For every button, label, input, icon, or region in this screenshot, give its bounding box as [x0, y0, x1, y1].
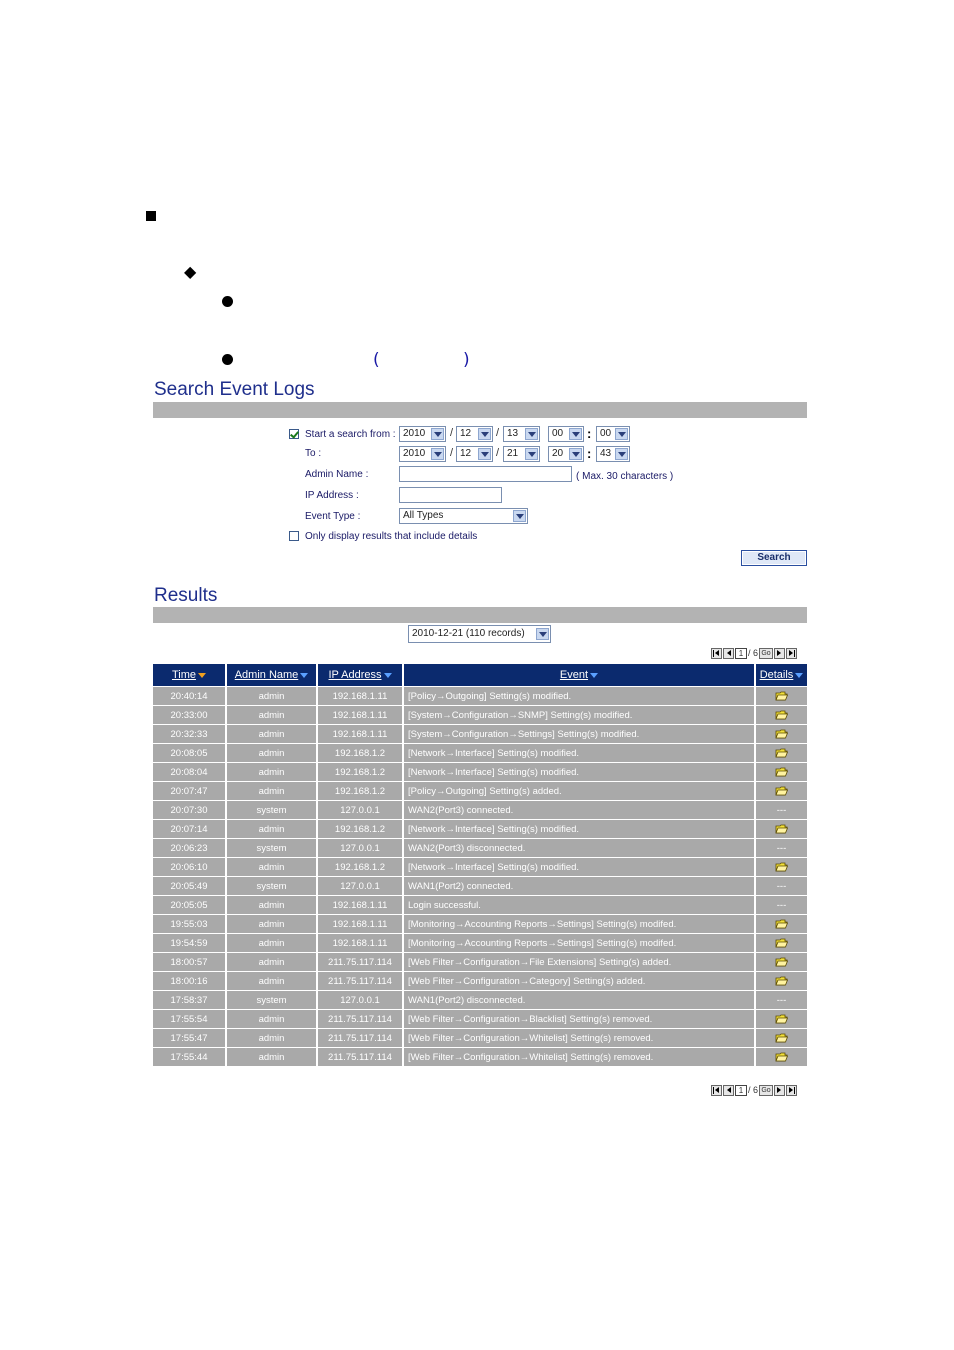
cell-time: 20:05:49 [153, 877, 226, 896]
cell-admin-name: admin [226, 1048, 317, 1067]
cell-ip-address: 211.75.117.114 [317, 953, 403, 972]
cell-time: 19:54:59 [153, 934, 226, 953]
admin-name-input[interactable] [399, 466, 572, 482]
cell-time: 20:05:05 [153, 896, 226, 915]
prev-page-icon[interactable] [723, 648, 734, 659]
table-row [153, 877, 807, 896]
cell-admin-name: admin [226, 782, 317, 801]
cell-event: [Network→Interface] Setting(s) modified. [403, 744, 755, 763]
first-page-icon[interactable] [711, 1085, 722, 1096]
cell-details: --- [755, 896, 807, 915]
circle-bullet-icon [222, 354, 233, 365]
table-row [153, 1029, 807, 1048]
table-row [153, 972, 807, 991]
details-only-label: Only display results that include details [305, 531, 478, 542]
cell-event: Login successful. [403, 896, 755, 915]
open-folder-icon[interactable] [775, 861, 788, 872]
start-year-select[interactable]: 2010 [399, 426, 446, 442]
table-row [153, 801, 807, 820]
table-row [153, 915, 807, 934]
open-folder-icon[interactable] [775, 690, 788, 701]
first-page-icon[interactable] [711, 648, 722, 659]
cell-ip-address: 192.168.1.2 [317, 782, 403, 801]
go-button[interactable]: Go [759, 648, 773, 659]
cell-admin-name: system [226, 877, 317, 896]
last-page-icon[interactable] [786, 648, 797, 659]
admin-name-hint: ( Max. 30 characters ) [576, 471, 674, 482]
cell-admin-name: admin [226, 820, 317, 839]
diamond-bullet-icon: ◆ [184, 262, 197, 281]
sort-icon [590, 673, 598, 678]
open-folder-icon[interactable] [775, 785, 788, 796]
table-row [153, 839, 807, 858]
chevron-down-icon [525, 448, 538, 460]
cell-admin-name: admin [226, 763, 317, 782]
cell-ip-address: 127.0.0.1 [317, 877, 403, 896]
cell-admin-name: admin [226, 1029, 317, 1048]
cell-time: 20:06:23 [153, 839, 226, 858]
results-table [153, 664, 807, 1066]
cell-time: 20:07:14 [153, 820, 226, 839]
cell-admin-name: admin [226, 953, 317, 972]
results-section-title: Results [154, 585, 218, 606]
open-folder-icon[interactable] [775, 747, 788, 758]
circle-bullet-icon [222, 296, 233, 307]
page-number-input[interactable]: 1 [735, 648, 747, 659]
cell-event: [Web Filter→Configuration→Whitelist] Setting(s) removed. [403, 1029, 755, 1048]
cell-time: 20:08:05 [153, 744, 226, 763]
cell-event: WAN1(Port2) connected. [403, 877, 755, 896]
cell-event: [Monitoring→Accounting Reports→Settings] Setting(s) modifed. [403, 915, 755, 934]
cell-time: 17:55:44 [153, 1048, 226, 1067]
table-row [153, 1048, 807, 1067]
date-records-select[interactable]: 2010-12-21 (110 records) [408, 625, 551, 643]
sort-desc-icon [198, 673, 206, 678]
cell-event: [Web Filter→Configuration→Category] Setting(s) added. [403, 972, 755, 991]
search-button[interactable]: Search [741, 550, 807, 566]
table-row [153, 991, 807, 1010]
table-row [153, 687, 807, 706]
cell-details[interactable] [755, 972, 807, 991]
search-section-title: Search Event Logs [154, 379, 315, 400]
to-year-select[interactable]: 2010 [399, 446, 446, 462]
go-button[interactable]: Go [759, 1085, 773, 1096]
chevron-down-icon [569, 428, 582, 440]
cell-admin-name: system [226, 839, 317, 858]
col-ip-address[interactable]: IP Address [317, 664, 403, 687]
open-folder-icon[interactable] [775, 823, 788, 834]
col-event[interactable]: Event [403, 664, 755, 687]
cell-details[interactable] [755, 858, 807, 877]
cell-event: [Network→Interface] Setting(s) modified. [403, 763, 755, 782]
paren-open: ( [373, 350, 380, 370]
cell-time: 20:07:47 [153, 782, 226, 801]
sort-icon [300, 673, 308, 678]
cell-details[interactable] [755, 1029, 807, 1048]
prev-page-icon[interactable] [723, 1085, 734, 1096]
cell-details[interactable] [755, 744, 807, 763]
table-row [153, 820, 807, 839]
page-total: / 6 [748, 648, 759, 658]
to-day-select[interactable]: 21 [503, 446, 540, 462]
cell-event: [Monitoring→Accounting Reports→Settings] Setting(s) modifed. [403, 934, 755, 953]
cell-ip-address: 211.75.117.114 [317, 1010, 403, 1029]
cell-admin-name: admin [226, 915, 317, 934]
open-folder-icon[interactable] [775, 1032, 788, 1043]
cell-details[interactable] [755, 763, 807, 782]
cell-admin-name: admin [226, 972, 317, 991]
page-total: / 6 [748, 1085, 759, 1095]
start-search-checkbox[interactable] [289, 429, 299, 439]
event-type-label: Event Type : [305, 511, 361, 522]
cell-ip-address: 192.168.1.11 [317, 915, 403, 934]
cell-admin-name: admin [226, 744, 317, 763]
cell-details[interactable] [755, 1048, 807, 1067]
cell-details: --- [755, 801, 807, 820]
cell-event: [Policy→Outgoing] Setting(s) added. [403, 782, 755, 801]
time-separator: : [587, 426, 592, 441]
cell-ip-address: 211.75.117.114 [317, 1048, 403, 1067]
admin-name-label: Admin Name : [305, 469, 369, 480]
square-bullet-icon [146, 211, 156, 221]
open-folder-icon[interactable] [775, 918, 788, 929]
cell-time: 20:06:10 [153, 858, 226, 877]
cell-details[interactable] [755, 915, 807, 934]
cell-admin-name: admin [226, 934, 317, 953]
date-separator: / [450, 447, 454, 459]
ip-address-label: IP Address : [305, 490, 359, 501]
start-hour-select[interactable]: 00 [548, 426, 584, 442]
to-minute-select[interactable]: 43 [596, 446, 630, 462]
table-row [153, 725, 807, 744]
cell-event: [System→Configuration→SNMP] Setting(s) modified. [403, 706, 755, 725]
date-separator: / [450, 427, 454, 439]
chevron-down-icon [431, 428, 444, 440]
cell-time: 19:55:03 [153, 915, 226, 934]
chevron-down-icon [525, 428, 538, 440]
cell-time: 20:33:00 [153, 706, 226, 725]
cell-time: 20:40:14 [153, 687, 226, 706]
pager-bottom [711, 1084, 797, 1096]
cell-ip-address: 192.168.1.2 [317, 820, 403, 839]
chevron-down-icon [615, 448, 628, 460]
cell-details: --- [755, 877, 807, 896]
table-row [153, 744, 807, 763]
start-minute-select[interactable]: 00 [596, 426, 630, 442]
cell-event: [System→Configuration→Settings] Setting(s) modified. [403, 725, 755, 744]
cell-details: --- [755, 991, 807, 1010]
table-row [153, 858, 807, 877]
cell-event: [Web Filter→Configuration→File Extensions] Setting(s) added. [403, 953, 755, 972]
open-folder-icon[interactable] [775, 937, 788, 948]
cell-admin-name: admin [226, 706, 317, 725]
chevron-down-icon [478, 448, 491, 460]
cell-admin-name: admin [226, 687, 317, 706]
start-month-select[interactable]: 12 [456, 426, 493, 442]
start-day-select[interactable]: 13 [503, 426, 540, 442]
cell-time: 20:08:04 [153, 763, 226, 782]
cell-ip-address: 192.168.1.2 [317, 763, 403, 782]
cell-event: WAN1(Port2) disconnected. [403, 991, 755, 1010]
search-header-bar [153, 402, 807, 418]
col-admin-name[interactable]: Admin Name [226, 664, 317, 687]
cell-details[interactable] [755, 953, 807, 972]
cell-ip-address: 192.168.1.2 [317, 744, 403, 763]
table-row [153, 782, 807, 801]
cell-ip-address: 127.0.0.1 [317, 991, 403, 1010]
date-separator: / [496, 447, 500, 459]
cell-admin-name: system [226, 801, 317, 820]
open-folder-icon[interactable] [775, 956, 788, 967]
open-folder-icon[interactable] [775, 1013, 788, 1024]
table-row [153, 763, 807, 782]
table-row [153, 953, 807, 972]
cell-admin-name: admin [226, 858, 317, 877]
table-header-row [153, 664, 807, 687]
time-separator: : [587, 446, 592, 461]
cell-ip-address: 127.0.0.1 [317, 839, 403, 858]
sort-icon [795, 673, 803, 678]
cell-event: WAN2(Port3) connected. [403, 801, 755, 820]
cell-ip-address: 127.0.0.1 [317, 801, 403, 820]
col-details[interactable]: Details [755, 664, 807, 687]
open-folder-icon[interactable] [775, 709, 788, 720]
ip-address-input[interactable] [399, 487, 502, 503]
cell-details[interactable] [755, 1010, 807, 1029]
cell-details[interactable] [755, 687, 807, 706]
cell-ip-address: 192.168.1.11 [317, 687, 403, 706]
cell-ip-address: 192.168.1.2 [317, 858, 403, 877]
open-folder-icon[interactable] [775, 1051, 788, 1062]
cell-event: [Web Filter→Configuration→Whitelist] Setting(s) removed. [403, 1048, 755, 1067]
open-folder-icon[interactable] [775, 975, 788, 986]
cell-event: [Policy→Outgoing] Setting(s) modified. [403, 687, 755, 706]
chevron-down-icon [513, 510, 526, 522]
cell-time: 18:00:57 [153, 953, 226, 972]
cell-event: [Network→Interface] Setting(s) modified. [403, 858, 755, 877]
table-row [153, 1010, 807, 1029]
to-label: To : [305, 448, 322, 459]
open-folder-icon[interactable] [775, 728, 788, 739]
cell-admin-name: admin [226, 725, 317, 744]
cell-ip-address: 211.75.117.114 [317, 972, 403, 991]
open-folder-icon[interactable] [775, 766, 788, 777]
chevron-down-icon [478, 428, 491, 440]
chevron-down-icon [536, 628, 549, 640]
chevron-down-icon [569, 448, 582, 460]
cell-details: --- [755, 839, 807, 858]
cell-ip-address: 192.168.1.11 [317, 725, 403, 744]
cell-time: 18:00:16 [153, 972, 226, 991]
col-time[interactable]: Time [153, 664, 226, 687]
table-row [153, 706, 807, 725]
start-label: Start a search from : [305, 429, 396, 440]
cell-time: 20:32:33 [153, 725, 226, 744]
cell-admin-name: admin [226, 896, 317, 915]
date-separator: / [496, 427, 500, 439]
last-page-icon[interactable] [786, 1085, 797, 1096]
cell-time: 20:07:30 [153, 801, 226, 820]
chevron-down-icon [431, 448, 444, 460]
pager-top [711, 647, 797, 659]
cell-event: [Network→Interface] Setting(s) modified. [403, 820, 755, 839]
results-header-bar [153, 607, 807, 623]
next-page-icon[interactable] [774, 648, 785, 659]
cell-ip-address: 211.75.117.114 [317, 1029, 403, 1048]
cell-ip-address: 192.168.1.11 [317, 896, 403, 915]
to-hour-select[interactable]: 20 [548, 446, 584, 462]
cell-time: 17:55:47 [153, 1029, 226, 1048]
cell-event: [Web Filter→Configuration→Blacklist] Setting(s) removed. [403, 1010, 755, 1029]
sort-icon [384, 673, 392, 678]
next-page-icon[interactable] [774, 1085, 785, 1096]
cell-details[interactable] [755, 934, 807, 953]
cell-admin-name: admin [226, 1010, 317, 1029]
cell-time: 17:58:37 [153, 991, 226, 1010]
cell-details[interactable] [755, 725, 807, 744]
details-only-checkbox[interactable] [289, 531, 299, 541]
cell-details[interactable] [755, 782, 807, 801]
cell-details[interactable] [755, 820, 807, 839]
table-row [153, 934, 807, 953]
page-number-input[interactable]: 1 [735, 1085, 747, 1096]
cell-ip-address: 192.168.1.11 [317, 706, 403, 725]
paren-close: ) [463, 350, 470, 370]
cell-details[interactable] [755, 706, 807, 725]
event-type-select[interactable]: All Types [399, 508, 528, 524]
cell-time: 17:55:54 [153, 1010, 226, 1029]
table-row [153, 896, 807, 915]
to-month-select[interactable]: 12 [456, 446, 493, 462]
cell-ip-address: 192.168.1.11 [317, 934, 403, 953]
cell-admin-name: system [226, 991, 317, 1010]
cell-event: WAN2(Port3) disconnected. [403, 839, 755, 858]
chevron-down-icon [615, 428, 628, 440]
